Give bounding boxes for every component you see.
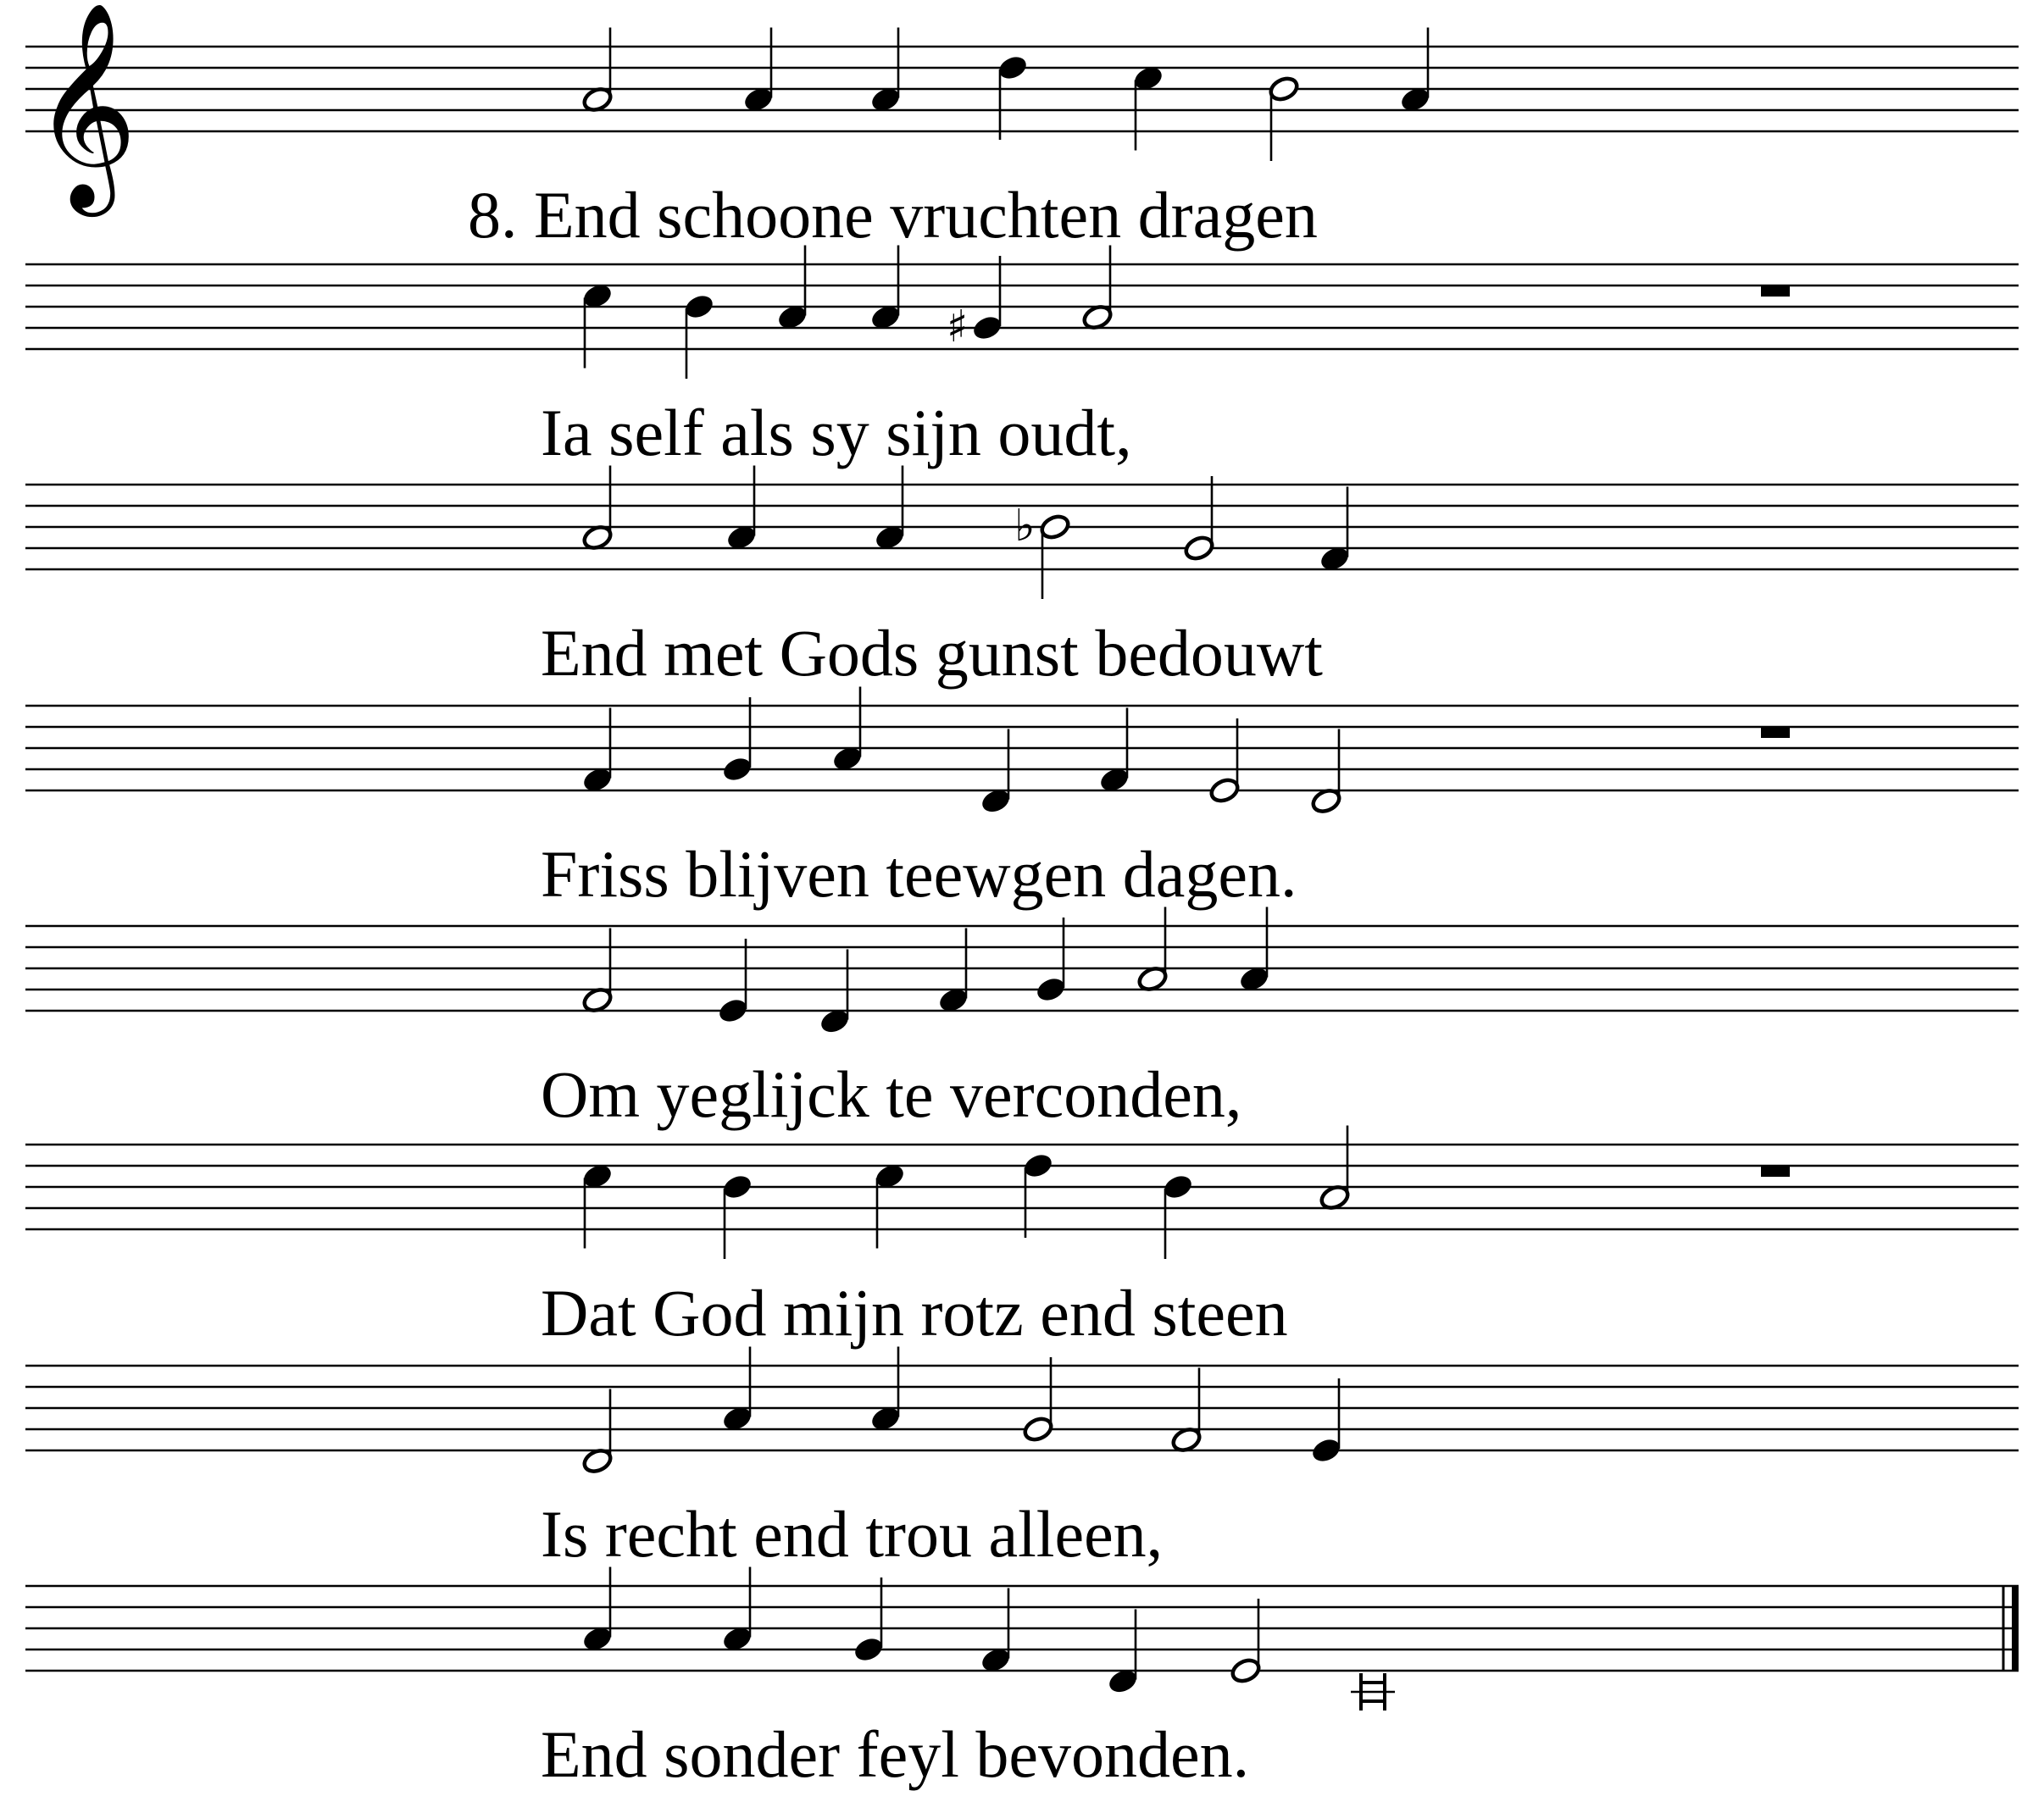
lyric-line-4: Friss blijven teewgen dagen. [541, 837, 1297, 911]
sharp-icon: ♯ [947, 302, 969, 352]
lyric-line-1: 8. End schoone vruchten dragen [468, 178, 1318, 252]
half-note [1183, 534, 1215, 562]
lyric-line-2: Ia self als sy sijn oudt, [541, 396, 1132, 469]
rest-icon [1761, 727, 1790, 738]
quarter-note [1310, 1436, 1342, 1464]
quarter-note [971, 313, 1003, 341]
rest-icon [1761, 1166, 1790, 1177]
quarter-note [997, 53, 1029, 81]
half-note [1039, 513, 1071, 541]
lyric-line-7: Is recht end trou alleen, [541, 1497, 1164, 1571]
quarter-note [721, 1173, 753, 1200]
quarter-note [717, 996, 749, 1024]
lyric-line-6: Dat God mijn rotz end steen [541, 1276, 1288, 1350]
lyric-line-5: Om yeglijck te verconden, [541, 1057, 1242, 1131]
quarter-note [1035, 975, 1067, 1003]
final-barline-thick [2012, 1586, 2019, 1671]
quarter-note [1162, 1173, 1194, 1200]
half-note [1268, 75, 1300, 103]
rest-icon [1761, 286, 1790, 297]
treble-clef-icon: 𝄞 [32, 0, 138, 208]
flat-icon: ♭ [1014, 501, 1036, 552]
half-note [1022, 1415, 1054, 1443]
quarter-note [853, 1635, 885, 1663]
lyric-line-8: End sonder feyl bevonden. [541, 1717, 1250, 1791]
quarter-note [721, 755, 753, 783]
quarter-note [1022, 1151, 1054, 1179]
half-note [1230, 1656, 1262, 1684]
half-note [1208, 776, 1241, 804]
quarter-note [683, 292, 715, 320]
lyric-line-3: End met Gods gunst bedouwt [541, 616, 1323, 690]
